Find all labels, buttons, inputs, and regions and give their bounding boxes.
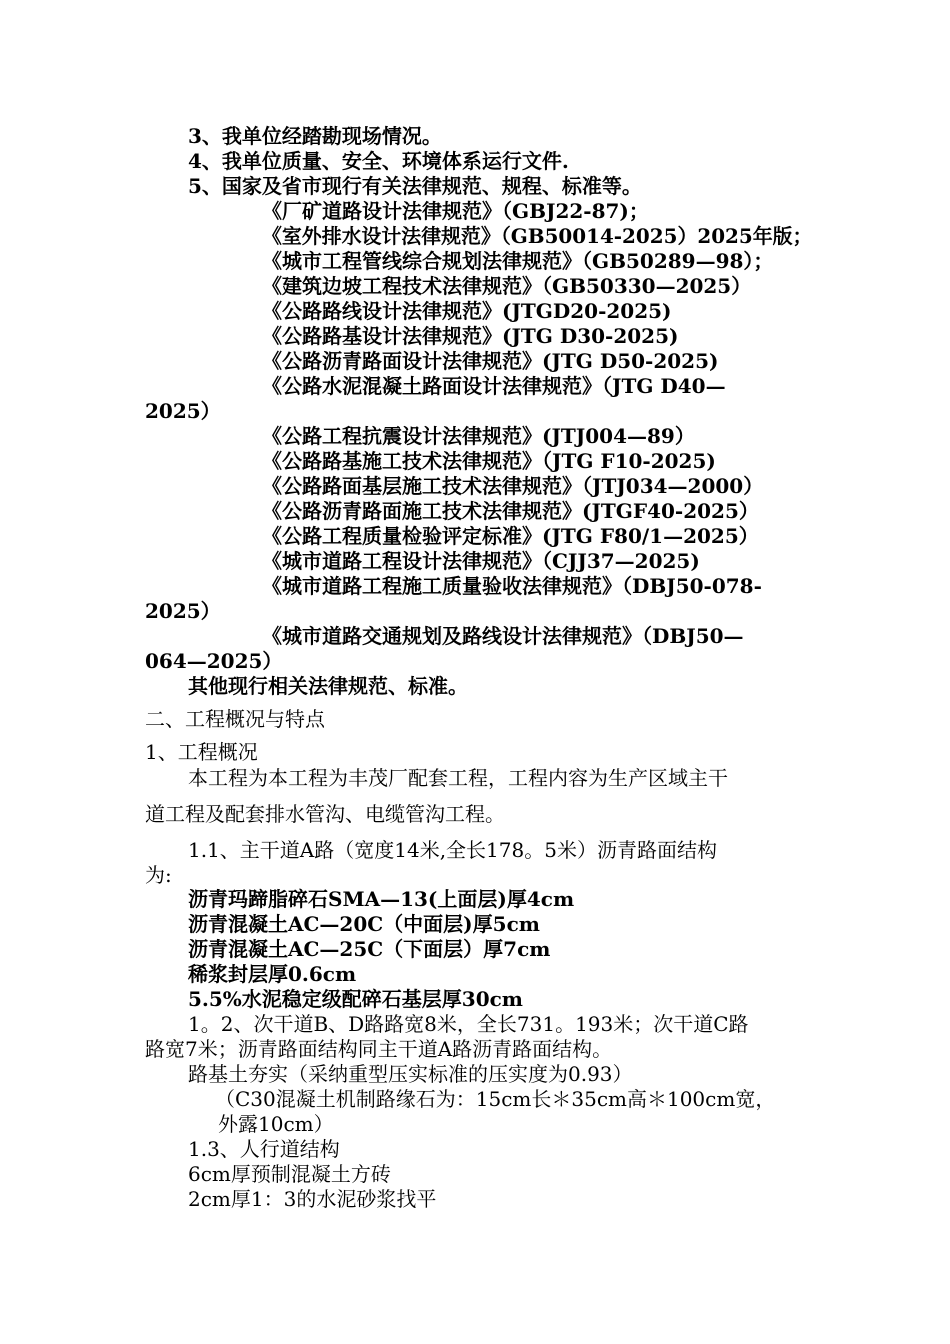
standard-item: 《公路沥青路面施工技术法律规范》(JTGF40-2025） <box>262 499 759 523</box>
standard-item: 《公路路面基层施工技术法律规范》（JTJ034—2000） <box>262 474 764 498</box>
standard-item-cont: 2025） <box>145 599 221 623</box>
pavement-layer: 沥青玛蹄脂碎石SMA—13(上面层)厚4cm <box>188 887 575 911</box>
compaction-note: 路基土夯实（采纳重型压实标准的压实度为0.93） <box>188 1062 633 1086</box>
standard-item: 《室外排水设计法律规范》（GB50014-2025）2025年版； <box>262 224 813 248</box>
road-a-line1: 1.1、主干道A路（宽度14米,全长178。5米）沥青路面结构 <box>188 838 717 862</box>
curb-note-line1: （C30混凝土机制路缘石为：15cm长＊35cm高＊100cm宽， <box>215 1087 776 1111</box>
pavement-layer: 沥青混凝土AC—25C（下面层）厚7cm <box>188 937 551 961</box>
pavement-layer: 沥青混凝土AC—20C（中面层)厚5cm <box>188 912 540 936</box>
standard-item-cont: 064—2025） <box>145 649 283 673</box>
standard-item-cont: 2025） <box>145 399 221 423</box>
other-standards: 其他现行相关法律规范、标准。 <box>188 674 468 698</box>
sidewalk-layer: 6cm厚预制混凝土方砖 <box>188 1162 391 1186</box>
standard-item: 《公路工程质量检验评定标准》(JTG F80/1—2025） <box>262 524 759 548</box>
section-heading: 二、工程概况与特点 <box>145 707 325 731</box>
pavement-layer: 5.5%水泥稳定级配碎石基层厚30cm <box>188 987 523 1011</box>
road-bd-line2: 路宽7米；沥青路面结构同主干道A路沥青路面结构。 <box>145 1037 613 1061</box>
pavement-layer: 稀浆封层厚0.6cm <box>188 962 357 986</box>
basis-item-5: 5、国家及省市现行有关法律规范、规程、标准等。 <box>188 174 642 198</box>
standard-item: 《城市道路工程设计法律规范》（CJJ37—2025) <box>262 549 700 573</box>
standard-item: 《公路工程抗震设计法律规范》(JTJ004—89） <box>262 424 695 448</box>
basis-item-4: 4、我单位质量、安全、环境体系运行文件. <box>188 149 569 173</box>
sidewalk-layer: 2cm厚1：3的水泥砂浆找平 <box>188 1187 437 1211</box>
road-a-line2: 为: <box>145 863 172 887</box>
standard-item: 《公路沥青路面设计法律规范》(JTG D50-2025) <box>262 349 719 373</box>
road-bd-line1: 1。2、次干道B、D路路宽8米，全长731。193米；次干道C路 <box>188 1012 749 1036</box>
standard-item: 《公路路基施工技术法律规范》（JTG F10-2025) <box>262 449 716 473</box>
sidewalk-title: 1.3、人行道结构 <box>188 1137 340 1161</box>
standard-item: 《厂矿道路设计法律规范》（GBJ22-87)； <box>262 199 649 223</box>
standard-item: 《公路路线设计法律规范》(JTGD20-2025) <box>262 299 672 323</box>
intro-paragraph-line2: 道工程及配套排水管沟、电缆管沟工程。 <box>145 802 505 826</box>
standard-item: 《建筑边坡工程技术法律规范》（GB50330—2025） <box>262 274 752 298</box>
standard-item: 《城市工程管线综合规划法律规范》（GB50289—98）； <box>262 249 774 273</box>
basis-item-3: 3、我单位经踏勘现场情况。 <box>188 124 442 148</box>
intro-paragraph-line1: 本工程为本工程为丰茂厂配套工程，工程内容为生产区域主干 <box>188 766 728 790</box>
standard-item: 《公路水泥混凝土路面设计法律规范》（JTG D40— <box>262 374 726 398</box>
subsection-heading: 1、工程概况 <box>145 740 258 764</box>
standard-item: 《公路路基设计法律规范》(JTG D30-2025) <box>262 324 679 348</box>
standard-item: 《城市道路交通规划及路线设计法律规范》（DBJ50— <box>262 624 744 648</box>
curb-note-line2: 外露10cm） <box>218 1112 334 1136</box>
standard-item: 《城市道路工程施工质量验收法律规范》（DBJ50-078- <box>262 574 762 598</box>
